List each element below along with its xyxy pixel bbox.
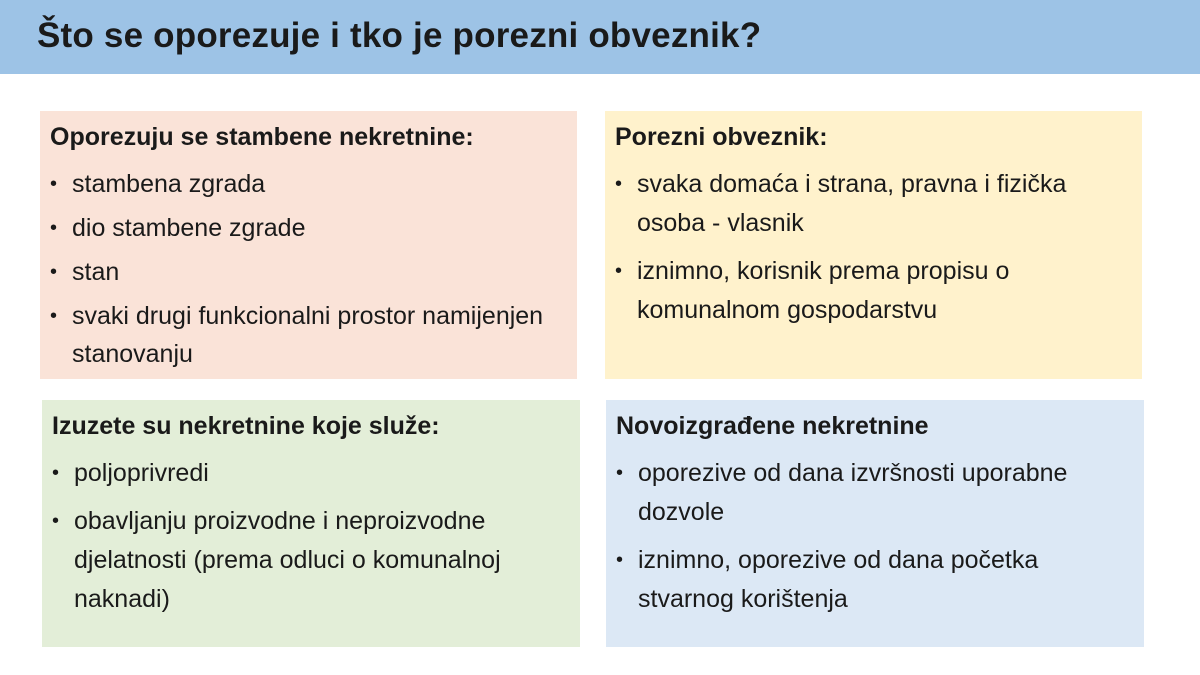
list-item <box>616 541 1132 619</box>
bullet-icon: • <box>52 510 60 532</box>
list-item-text: stan <box>72 258 120 286</box>
new-buildings-list <box>616 454 1132 619</box>
list-item-text: iznimno, oporezive od dana početka stvarnog korištenja <box>638 546 1039 613</box>
bullet-icon: • <box>616 549 624 571</box>
list-item-text: poljoprivredi <box>74 459 209 487</box>
bullet-icon: • <box>50 305 58 327</box>
title-bar <box>0 0 1200 74</box>
taxed-properties-heading: Oporezuju se stambene nekretnine: <box>50 123 474 151</box>
bullet-icon: • <box>50 261 58 283</box>
list-item <box>615 252 1130 330</box>
taxpayer-heading: Porezni obveznik: <box>615 123 828 151</box>
bullet-icon: • <box>615 173 623 195</box>
list-item <box>50 209 565 247</box>
new-buildings-heading: Novoizgrađene nekretnine <box>616 412 929 440</box>
bullet-icon: • <box>50 173 58 195</box>
list-item-text: iznimno, korisnik prema propisu o komunalnom gospodarstvu <box>637 257 1010 324</box>
bullet-icon: • <box>52 462 60 484</box>
bullet-icon: • <box>615 260 623 282</box>
list-item <box>615 165 1130 243</box>
list-item-text: oporezive od dana izvršnosti uporabne dozvole <box>638 459 1068 526</box>
list-item-text: svaka domaća i strana, pravna i fizička osoba - vlasnik <box>637 170 1067 237</box>
list-item <box>52 454 568 493</box>
exempt-properties-panel <box>42 400 580 647</box>
new-buildings-panel <box>606 400 1144 647</box>
exempt-properties-heading: Izuzete su nekretnine koje služe: <box>52 412 440 440</box>
list-item <box>50 253 565 291</box>
list-item-text: stambena zgrada <box>72 170 266 198</box>
taxpayer-panel <box>605 111 1142 379</box>
list-item <box>616 454 1132 532</box>
list-item <box>50 165 565 203</box>
list-item <box>50 297 565 373</box>
exempt-properties-list <box>52 454 568 619</box>
list-item-text: svaki drugi funkcionalni prostor namijenjen stanovanju <box>72 302 544 368</box>
list-item <box>52 502 568 619</box>
slide-title: Što se oporezuje i tko je porezni obveznik? <box>37 16 762 55</box>
taxpayer-list <box>615 165 1130 330</box>
taxed-properties-panel <box>40 111 577 379</box>
taxed-properties-list <box>50 165 565 373</box>
bullet-icon: • <box>616 462 624 484</box>
list-item-text: obavljanju proizvodne i neproizvodne djelatnosti (prema odluci o komunalnoj naknadi) <box>74 507 501 613</box>
list-item-text: dio stambene zgrade <box>72 214 306 242</box>
bullet-icon: • <box>50 217 58 239</box>
